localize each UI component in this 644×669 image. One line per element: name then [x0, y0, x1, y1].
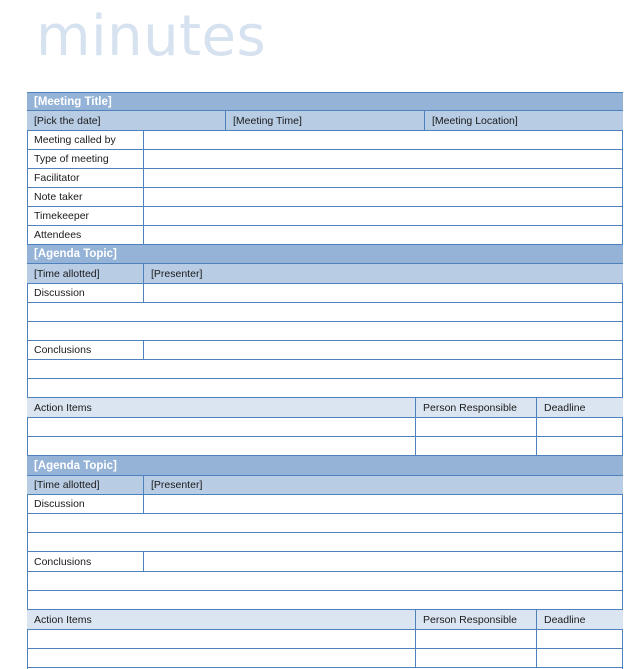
detail-value-field[interactable]	[144, 207, 623, 225]
blank-notes-row[interactable]	[27, 303, 623, 322]
discussion-label: Discussion	[34, 287, 85, 299]
blank-notes-row[interactable]	[27, 572, 623, 591]
deadline-field[interactable]	[537, 630, 623, 648]
agenda-topic-row	[27, 456, 623, 476]
detail-value-field[interactable]	[144, 169, 623, 187]
meeting-title[interactable]: [Meeting Title]	[34, 95, 112, 108]
detail-row	[27, 188, 623, 207]
discussion-row	[27, 284, 623, 303]
agenda-topic-row	[27, 245, 623, 264]
action-item-row	[27, 630, 623, 649]
deadline-field[interactable]	[537, 649, 623, 667]
deadline-field[interactable]	[537, 437, 623, 455]
time-allotted-field[interactable]: [Time allotted]	[34, 479, 100, 491]
action-items-header: Action Items	[34, 613, 92, 626]
meeting-date-field[interactable]: [Pick the date]	[34, 114, 101, 127]
action-item-field[interactable]	[27, 418, 415, 436]
agenda-info-row	[27, 264, 623, 284]
conclusions-row	[27, 341, 623, 360]
detail-row	[27, 226, 623, 245]
blank-notes-row[interactable]	[27, 360, 623, 379]
presenter-field[interactable]: [Presenter]	[151, 479, 203, 491]
person-responsible-field[interactable]	[416, 418, 536, 436]
deadline-header: Deadline	[544, 613, 586, 626]
blank-notes-row[interactable]	[27, 591, 623, 610]
action-items-header-row	[27, 398, 623, 418]
presenter-field[interactable]: [Presenter]	[151, 267, 203, 280]
detail-value-field[interactable]	[144, 131, 623, 149]
agenda-topic-title[interactable]: [Agenda Topic]	[34, 248, 117, 260]
conclusions-label: Conclusions	[34, 555, 92, 568]
action-items-header: Action Items	[34, 401, 92, 414]
detail-label: Attendees	[34, 229, 82, 241]
blank-notes-row[interactable]	[27, 379, 623, 398]
detail-label: Meeting called by	[34, 134, 116, 146]
meeting-location-field[interactable]: [Meeting Location]	[432, 114, 518, 127]
meeting-title-row	[27, 93, 623, 111]
action-item-field[interactable]	[27, 437, 415, 455]
conclusions-field[interactable]	[144, 341, 623, 359]
detail-label: Facilitator	[34, 172, 80, 184]
person-responsible-field[interactable]	[416, 437, 536, 455]
conclusions-row	[27, 552, 623, 572]
meeting-time-field[interactable]: [Meeting Time]	[233, 114, 302, 127]
action-item-row	[27, 437, 623, 456]
document-title: minutes	[36, 4, 267, 69]
action-items-header-row	[27, 610, 623, 630]
conclusions-field[interactable]	[144, 552, 623, 571]
discussion-field[interactable]	[144, 495, 623, 513]
action-item-row	[27, 649, 623, 668]
detail-value-field[interactable]	[144, 150, 623, 168]
detail-label: Note taker	[34, 191, 83, 203]
detail-value-field[interactable]	[144, 226, 623, 244]
deadline-field[interactable]	[537, 418, 623, 436]
discussion-label: Discussion	[34, 498, 85, 510]
action-item-field[interactable]	[27, 649, 415, 667]
person-responsible-field[interactable]	[416, 649, 536, 667]
detail-row	[27, 131, 623, 150]
action-item-row	[27, 418, 623, 437]
detail-row	[27, 169, 623, 188]
agenda-topic-title[interactable]: [Agenda Topic]	[34, 459, 117, 472]
person-responsible-header: Person Responsible	[423, 613, 517, 626]
action-item-field[interactable]	[27, 630, 415, 648]
agenda-info-row	[27, 476, 623, 495]
person-responsible-field[interactable]	[416, 630, 536, 648]
conclusions-label: Conclusions	[34, 344, 92, 356]
discussion-row	[27, 495, 623, 514]
time-allotted-field[interactable]: [Time allotted]	[34, 267, 100, 280]
detail-label: Timekeeper	[34, 210, 90, 222]
detail-row	[27, 150, 623, 169]
blank-notes-row[interactable]	[27, 514, 623, 533]
detail-row	[27, 207, 623, 226]
blank-notes-row[interactable]	[27, 533, 623, 552]
blank-notes-row[interactable]	[27, 322, 623, 341]
detail-value-field[interactable]	[144, 188, 623, 206]
deadline-header: Deadline	[544, 401, 586, 414]
discussion-field[interactable]	[144, 284, 623, 302]
detail-label: Type of meeting	[34, 153, 109, 165]
meeting-info-row	[27, 111, 623, 131]
person-responsible-header: Person Responsible	[423, 401, 517, 414]
